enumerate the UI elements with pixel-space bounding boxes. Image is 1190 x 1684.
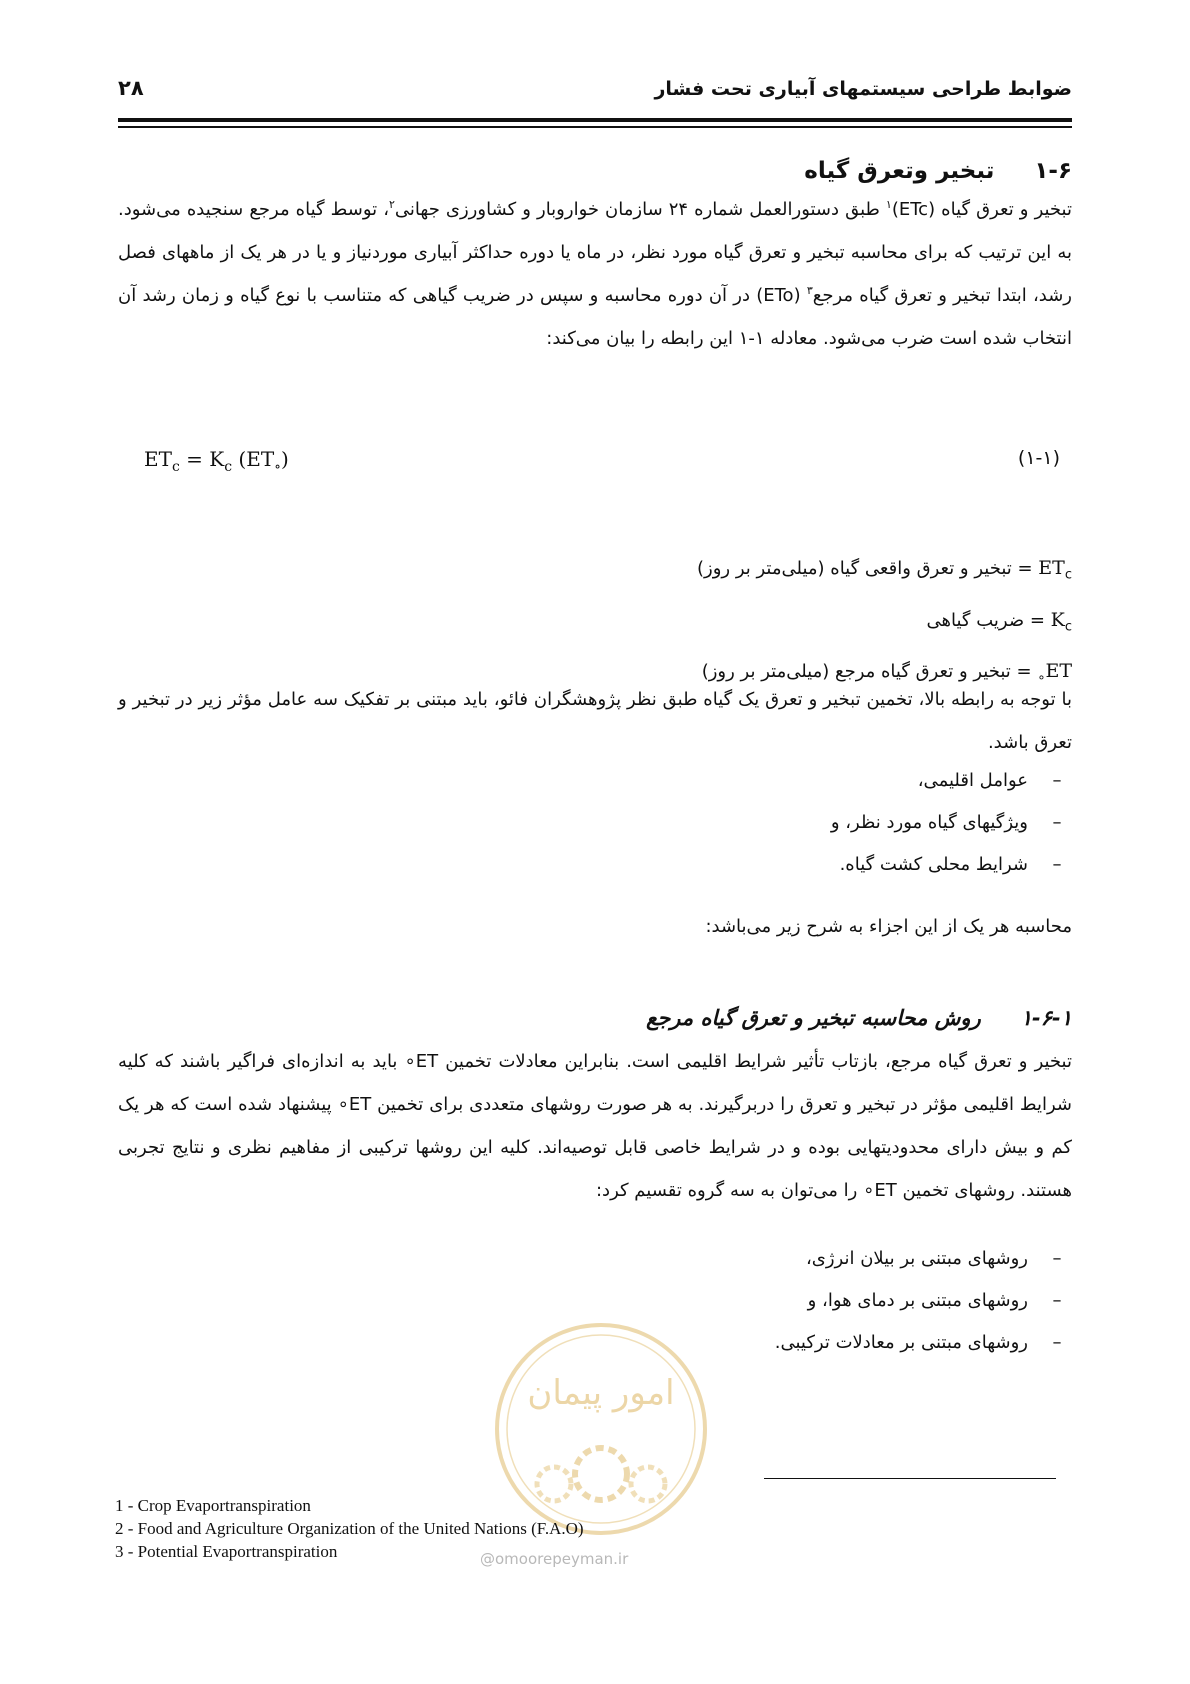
eq-k-sub: c	[224, 459, 233, 475]
footnote-1: 1 - Crop Evaportranspiration	[115, 1496, 311, 1515]
list-item-text: روشهای مبتنی بر معادلات ترکیبی.	[774, 1332, 1028, 1353]
list-item-text: روشهای مبتنی بر بیلان انرژی،	[805, 1248, 1028, 1269]
list-item-text: روشهای مبتنی بر دمای هوا، و	[807, 1290, 1028, 1311]
header-rule-thick	[118, 118, 1072, 122]
list-dash: –	[1052, 854, 1062, 875]
factors-paragraph: با توجه به رابطه بالا، تخمین تبخیر و تعرق یک گیاه طبق نظر پژوهشگران فائو، باید مبتنی بر تفکیک سه عامل مؤثر زیر در تبخیر و تعرق باشد.	[118, 689, 1072, 753]
def-symbol: ET	[1045, 660, 1072, 683]
list-item	[831, 844, 1072, 886]
intro-text-1: تبخیر و تعرق گیاه (ETc)	[891, 199, 1072, 220]
list-item	[775, 1322, 1072, 1364]
def-symbol-sub: c	[1064, 619, 1072, 635]
header-rule-thin	[118, 126, 1072, 128]
subsection-heading	[646, 1006, 1072, 1030]
footnote-rule	[764, 1478, 1056, 1479]
list-item-text: عوامل اقلیمی،	[917, 770, 1028, 791]
list-item	[831, 802, 1072, 844]
def-symbol-sub: c	[1064, 567, 1072, 583]
eq-k: = K	[179, 447, 225, 471]
eq-close: )	[281, 447, 289, 471]
def-text: = ضریب گیاهی	[926, 609, 1051, 631]
factors-list	[831, 760, 1072, 886]
footnote-ref-2: ۲	[389, 198, 395, 211]
footnote-2: 2 - Food and Agriculture Organization of the United Nations (F.A.O)	[115, 1519, 584, 1538]
list-item	[831, 760, 1072, 802]
equation-number: (۱-۱)	[1017, 447, 1060, 469]
footnotes	[115, 1494, 584, 1563]
subsection-number: ۱-۶-۱	[1020, 1006, 1072, 1030]
footnote-ref-3: ۳	[806, 284, 813, 297]
watermark-emblem-text: امور پیمان	[527, 1373, 675, 1413]
list-dash: –	[1052, 1248, 1062, 1269]
definition-kc	[697, 598, 1072, 650]
def-symbol: ET	[1038, 557, 1065, 579]
running-title: ضوابط طراحی سیستمهای آبیاری تحت فشار	[654, 78, 1072, 100]
eto-paragraph: تبخیر و تعرق گیاه مرجع، بازتاب تأثیر شرایط اقلیمی است. بنابراین معادلات تخمین ET∘ باید به اندازه‌ای فراگیر باشند که کلیه شرایط اقلیمی مؤثر در تبخیر و تعرق را دربرگیرند. به هر صورت روشهای متعددی برای تخمین ET∘ پیشنهاد شده است که هر یک کم و بیش دارای محدودیتهایی بوده و در شرایط خاصی قابل توصیه‌اند. کلیه این روشها ترکیبی از مفاهیم نظری و نتایج تجربی هستند. روشهای تخمین ET∘ را می‌توان به سه گروه تقسیم کرد:	[118, 1051, 1072, 1201]
definition-etc	[697, 546, 1072, 598]
methods-list	[775, 1238, 1072, 1364]
footnote-ref-1: ۱	[885, 198, 892, 211]
watermark-url: @omoorepeyman.ir	[480, 1550, 629, 1568]
eq-lhs: ET	[144, 447, 172, 471]
list-dash: –	[1052, 770, 1062, 791]
intro-text-4: (ETo) در آن دوره محاسبه و سپس در ضریب گیاهی که متناسب با نوع گیاه و زمان رشد آن انتخاب شده است ضرب می‌شود. معادله ۱-۱ این رابطه را بیان می‌کند:	[118, 285, 1072, 349]
subsection-title: روش محاسبه تبخیر و تعرق گیاه مرجع	[646, 1006, 981, 1030]
list-dash: –	[1052, 812, 1062, 833]
equation-1-1	[144, 447, 289, 475]
intro-text-3: ، توسط گیاه مرجع سنجیده می‌شود. به این ترتیب که برای محاسبه تبخیر و تعرق گیاه مورد نظر، در ماه یا دوره حداکثر آبیاری موردنیاز و یا در هر یک از ماههای فصل رشد، ابتدا تبخیر و تعرق گیاه مرجع	[118, 199, 1072, 306]
def-text: = تبخیر و تعرق واقعی گیاه (میلی‌متر بر روز)	[697, 558, 1039, 579]
eq-lhs-sub: c	[171, 459, 180, 475]
list-item-text: شرایط محلی کشت گیاه.	[839, 854, 1028, 875]
summary-line: محاسبه هر یک از این اجزاء به شرح زیر می‌باشد:	[705, 916, 1072, 937]
list-item	[775, 1238, 1072, 1280]
footnote-3: 3 - Potential Evaportranspiration	[115, 1542, 338, 1561]
list-item	[775, 1280, 1072, 1322]
def-symbol-sub: ∘	[1037, 670, 1046, 686]
section-title: تبخیر وتعرق گیاه	[804, 158, 995, 184]
def-symbol: K	[1050, 608, 1065, 631]
intro-paragraph	[118, 188, 1072, 360]
list-dash: –	[1052, 1332, 1062, 1353]
list-dash: –	[1052, 1290, 1062, 1311]
def-text: = تبخیر و تعرق گیاه مرجع (میلی‌متر بر روز)	[701, 661, 1038, 683]
intro-text-2: طبق دستورالعمل شماره ۲۴ سازمان خواروبار و کشاورزی جهانی	[394, 199, 886, 220]
section-heading	[804, 158, 1072, 184]
eq-rhs: (ET	[232, 447, 275, 471]
eq-rhs-sub: ∘	[274, 459, 282, 475]
list-item-text: ویژگیهای گیاه مورد نظر، و	[830, 812, 1028, 833]
section-number: ۱-۶	[1034, 158, 1072, 184]
page-header	[118, 72, 1072, 112]
page-number: ۲۸	[118, 76, 144, 100]
